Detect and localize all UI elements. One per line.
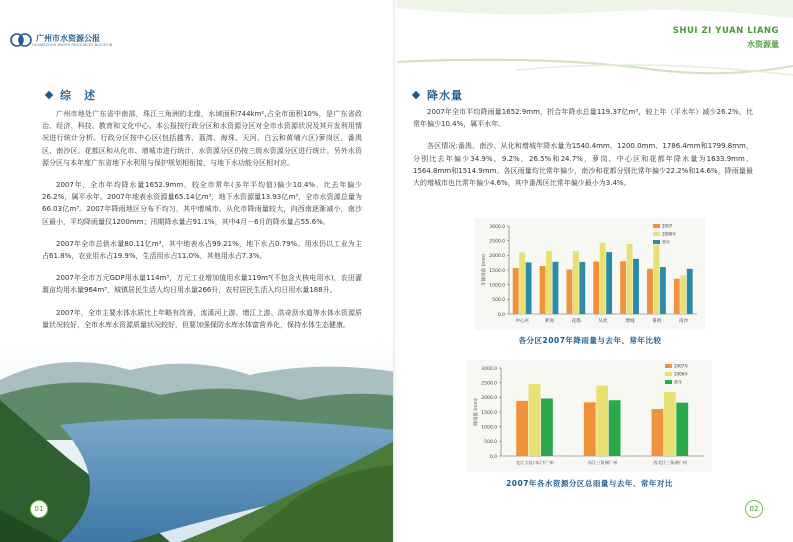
bar-常年 [553,262,559,314]
bulletin-title: 广州市水资源公报 [36,33,100,43]
page-number-right: 02 [745,500,763,518]
legend-label: 常年 [674,379,682,385]
y-tick-label: 1000.0 [489,283,505,289]
y-tick-label: 3000.0 [489,224,505,230]
bar-2006年 [546,251,552,314]
precipitation-text [413,106,753,199]
overview-paragraph: 2007年全市总供水量80.11亿m³，其中地表水占99.21%，地下水占0.79%。用水仍以工业为主占61.8%，农业用水占19.9%，生活用水占11.0%，其他用水占7.3%。 [42,239,362,261]
overview-paragraph: 2007年，全市年均降水量1652.9mm，较全市常年(多年平均值)偏少10.4%，比去年偏少26.2%，属平水年。2007年地表水资源量65.14亿m³，地下水资源量13.93亿m³，全市水资源总量为66.03亿m³。2007年降雨地区分布不均匀，其中增城市、从化市降雨量较大，向西南逐渐减小，南沙区最小，平均降雨量仅1200mm；汛期降水量占91.1%，其中4月－6月的降水量占55.6%。 [42,181,362,226]
x-category-label: 花都 [571,319,581,324]
bar-常年 [579,262,585,314]
right-page [397,0,793,542]
legend-swatch [665,372,672,376]
bar-2006年 [627,244,633,314]
bar-2007 [540,266,546,314]
y-tick-label: 2500.0 [481,381,497,387]
legend-label: 2006年 [674,371,689,377]
bar-2007年 [584,402,596,456]
overview-paragraph: 2007年，全市主要水体水质比上年略有改善，流溪河上游、增江上游、洪奇沥水道等水体水资源质量状况较好，全市水库水资源质量状况较好，但要加强保防水库水体富营养化，保持水体生态健康。 [42,308,362,329]
chart-basin-rainfall-caption: 2007年各水资源分区总雨量与去年、常年对比 [506,479,673,488]
bar-2007 [593,262,599,314]
y-tick-label: 1500.0 [489,268,505,274]
x-category-label: 番禺 [652,319,662,324]
y-tick-label: 500.0 [484,440,497,446]
overview-paragraph: 2007年全市万元GDP用水量114m³，万元工业增加值用水量119m³(不包含火核电用水)，农田灌溉亩均用水量964m³，城镇居民生活人均日用水量266升，农村居民生活人均日用水量188升。 [42,274,362,295]
legend-swatch [653,232,660,236]
y-tick-label: 1500.0 [481,410,497,416]
bar-2006年 [653,245,659,314]
bar-2007 [674,279,680,314]
bar-2007 [620,261,626,314]
bar-常年 [687,269,693,314]
brand-pinyin: SHUI ZI YUAN LIANG [672,26,779,36]
y-axis-label: 降雨量 (mm) [474,398,479,426]
y-tick-label: 0.0 [489,454,497,460]
y-tick-label: 2000.0 [489,254,505,260]
bar-常年 [606,252,612,314]
chart-basin-rainfall-svg [467,360,712,472]
y-axis-label: 年降雨量 (mm) [482,254,487,286]
bar-常年 [541,399,553,456]
legend-swatch [665,380,672,384]
bar-常年 [526,262,532,314]
y-tick-label: 3000.0 [481,366,497,372]
overview-paragraph: 广州市地处广东省中南部，珠江三角洲的北缘，水域面积744km²,占全市面积10%，是广东省政治、经济、科技、教育和文化中心。本公报按行政分区和水资源分区对全市水资源状况及其开发利用情况进行统计分析。行政分区按中心区(包括越秀、荔湾、海珠、天河、白云和黄埔六区)萝岗区、番禺区、南沙区、花都区和从化市、增城市进行统计，水资源分区仍按三级水资源分区进行统计。另外水资源分区与本年度广东省地下水利用与保护规划相衔接，与地下水功能分区相对应。 [42,110,362,167]
overview-text [42,108,362,341]
bar-2007 [513,268,519,314]
bar-2007年 [516,401,528,456]
y-tick-label: 2500.0 [489,239,505,245]
legend-swatch [653,240,660,244]
bar-2006年 [529,384,541,456]
y-tick-label: 1000.0 [481,425,497,431]
bar-2006年 [600,243,606,314]
chart-basin-rainfall [467,360,712,472]
legend-label: 2007年 [674,363,689,369]
overview-title: 综 述 [46,87,96,103]
bar-2007年 [652,409,664,456]
y-tick-label: 500.0 [492,298,505,304]
bar-常年 [609,400,621,456]
x-category-label: 东江三角洲广州 [587,460,618,465]
x-category-label: 北江大坑口以下广州 [515,460,554,465]
chart-district-rainfall [475,218,705,330]
diamond-bullet-icon [45,91,53,99]
bar-常年 [676,403,688,456]
bar-常年 [633,259,639,314]
diamond-bullet-icon [412,91,420,99]
bar-2006年 [573,251,579,314]
brand-chinese: 水资源量 [747,40,779,49]
y-tick-label: 0.0 [497,312,505,318]
bar-2007 [566,270,572,314]
bar-2007 [647,269,653,314]
bulletin-logo [10,30,112,50]
bulletin-subtitle: GUANGZHOU WATER RESOURCES BULLETIN [32,42,113,47]
bar-2006年 [519,252,525,314]
bar-2006年 [596,386,608,456]
x-category-label: 从化 [598,319,608,324]
legend-label: 2007 [662,223,673,229]
legend-label: 常年 [662,239,670,245]
legend-label: 2006年 [662,231,677,237]
x-category-label: 西北江三角洲广州 [653,460,687,465]
y-tick-label: 2000.0 [481,396,497,402]
bar-2006年 [664,392,676,456]
left-page [0,0,396,542]
chart-district-rainfall-svg [475,218,705,330]
precipitation-title: 降水量 [413,87,463,103]
precipitation-paragraph: 2007年全市平均降雨量1652.9mm，折合年降水总量119.37亿m³，较上年（平水年）减少26.2%，比常年偏少10.4%，属平水年。 [413,108,753,129]
legend-swatch [653,224,660,228]
x-category-label: 萝岗 [544,319,554,324]
reservoir-landscape-photo [0,340,396,542]
legend-swatch [665,364,672,368]
x-category-label: 中心区 [515,319,530,324]
precipitation-paragraph: 各区情况:番禺、南沙、从化和增城年降水量为1540.4mm、1200.0mm、1786.4mm和1799.8mm，分别比去年偏少34.9%、9.2%、26.5%和24.7%，萝岗、中心区和花都年降水量为1633.9mm、1564.8mm和1514.9mm。各区雨量均比常年偏少，南沙和花都分别比常年偏少22.2%和14.6%，降雨量最大的增城市也比常年偏少4.6%，其中番禺区比常年偏少最小为3.4%。 [413,142,753,188]
page-number-left: 01 [30,500,48,518]
bar-常年 [660,267,666,314]
chart-district-rainfall-caption: 各分区2007年降雨量与去年、常年比较 [518,336,662,345]
x-category-label: 南沙 [678,319,689,324]
x-category-label: 增城 [625,319,635,324]
brand-mark [669,26,779,66]
bar-2006年 [680,275,686,314]
water-logo-icon [10,33,32,47]
